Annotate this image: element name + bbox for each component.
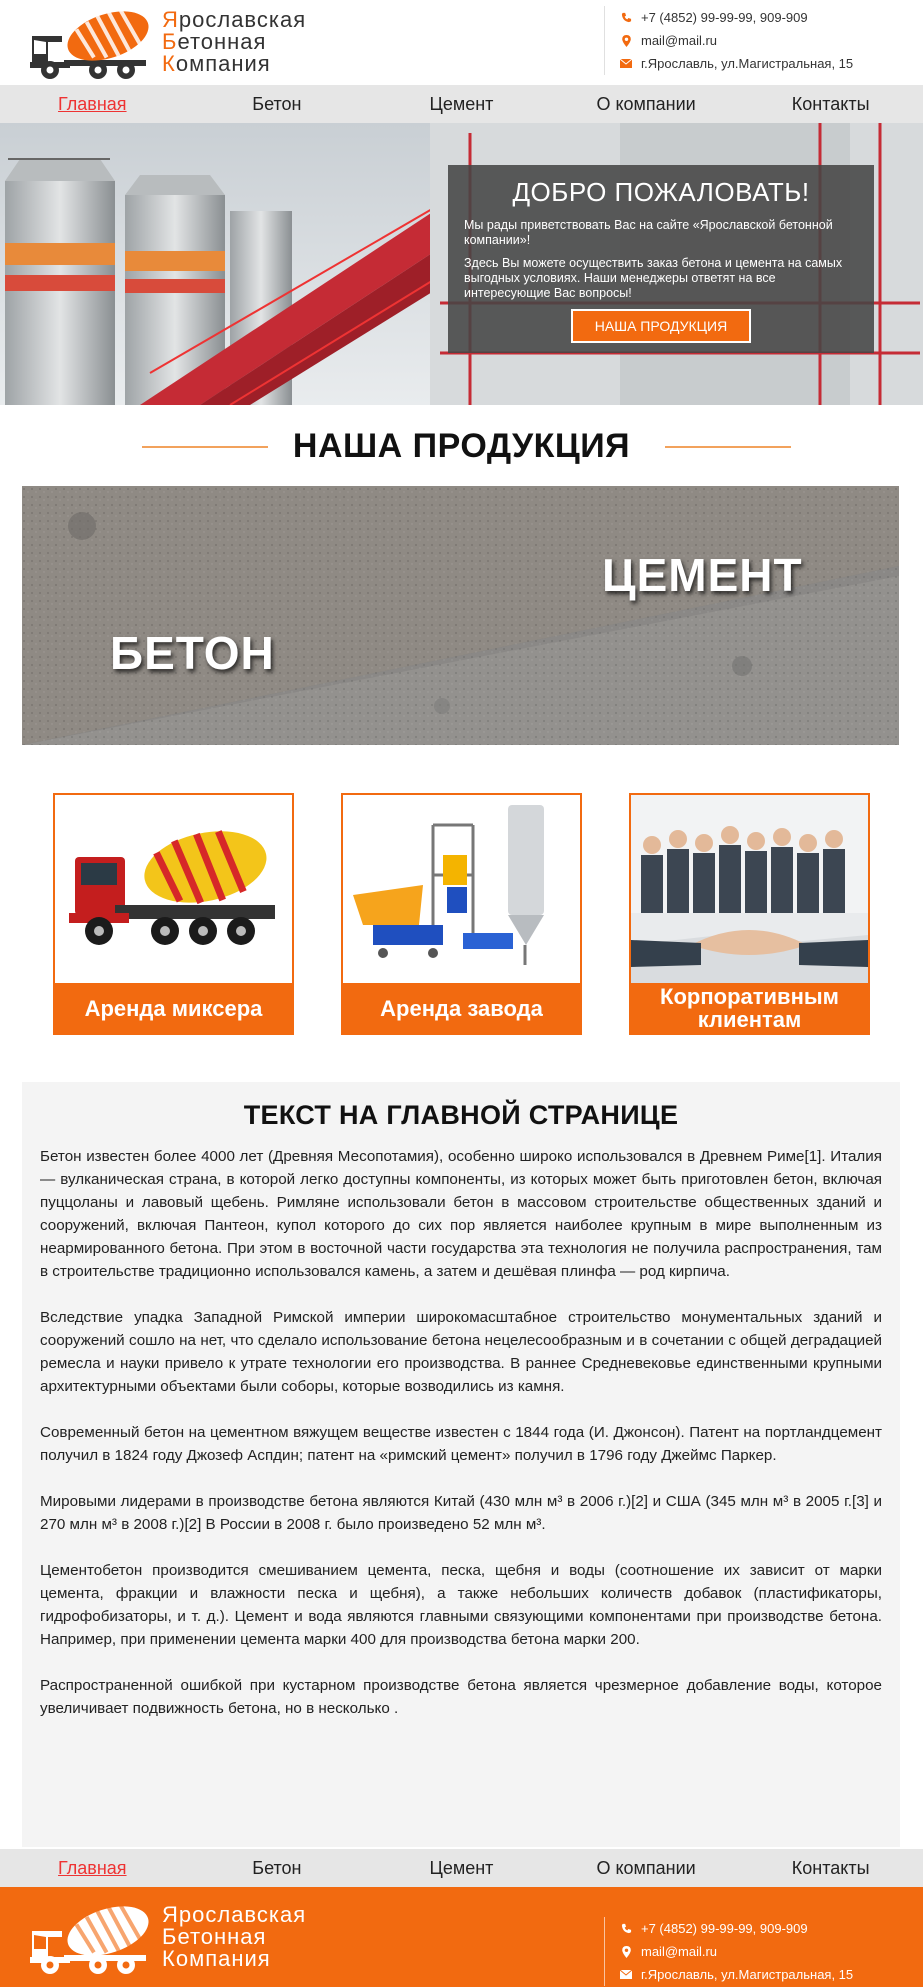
handshake-image [631,795,868,983]
welcome-box [448,165,874,353]
paragraph: Современный бетон на цементном вяжущем веществе известен с 1844 года (И. Джонсон). Патент на портландцемент получил в 1824 году Джозеф Аспдин; патент на «римский цемент» получил в 1796 году Джеймс Паркер. [40,1424,882,1464]
phone-icon [619,1922,633,1936]
pin-icon [619,34,633,48]
welcome-text-2: Здесь Вы можете осуществить заказ бетона и цемента на самых выгодных условиях. Наши менеджеры ответят на все интересующие Вас вопросы! [464,256,843,300]
welcome-title: ДОБРО ПОЖАЛОВАТЬ! [512,177,810,207]
hero-banner [0,123,923,405]
contact-address: г.Ярославль, ул.Магистральная, 15 [619,1963,904,1986]
mail-icon [619,57,633,71]
our-products-button[interactable]: НАША ПРОДУКЦИЯ [571,309,751,343]
footer-logo[interactable] [28,1899,307,1975]
header-contacts [604,6,904,75]
mixer-truck-icon [28,6,156,80]
main-nav [0,85,923,123]
title-divider-left [142,446,268,448]
footer-contacts [604,1917,904,1986]
main-text-title: ТЕКСТ НА ГЛАВНОЙ СТРАНИЦЕ [243,1100,679,1130]
nav-home[interactable]: Главная [58,94,127,114]
beton-link[interactable]: БЕТОН [110,627,275,679]
nav-beton[interactable]: Бетон [252,1858,302,1878]
pin-icon [619,1945,633,1959]
nav-cement[interactable]: Цемент [429,1858,494,1878]
phone-icon [619,11,633,25]
logo-text: Ярославская Бетонная Компания [162,1902,307,1971]
paragraph: Вследствие упадка Западной Римской империи широкомасштабное строительство монументальных зданий и сооружений сошло на нет, что сделало использование бетона нецелесообразным и в сочетании с общей деградацией ремесла и науки привело к утрате технологии его производства. В раннее Средневековье единственными крупными архитектурными объектами были соборы, которые возводились из камня. [40,1309,882,1395]
card-corporate[interactable] [629,793,870,1035]
welcome-text-1: Мы рады приветствовать Вас на сайте «Ярославской бетонной компании»! [464,218,833,247]
title-divider-right [665,446,791,448]
products-banner [22,486,899,745]
logo[interactable] [28,4,307,80]
nav-beton[interactable]: Бетон [252,94,302,114]
nav-home[interactable]: Главная [58,1858,127,1878]
mixer-truck-icon [28,1901,156,1975]
footer [0,1887,923,1987]
nav-about[interactable]: О компании [596,1858,696,1878]
nav-contacts[interactable]: Контакты [791,1858,870,1878]
contact-phone[interactable]: +7 (4852) 99-99-99, 909-909 [619,6,904,29]
card-mixer-rent[interactable] [53,793,294,1035]
footer-nav [0,1849,923,1887]
concrete-plant-image [343,795,580,983]
nav-contacts[interactable]: Контакты [791,94,870,114]
concrete-texture-image [22,486,899,745]
logo-text: Ярославская Бетонная Компания [162,7,307,76]
nav-about[interactable]: О компании [596,94,696,114]
contact-email[interactable]: mail@mail.ru [619,29,904,52]
paragraph: Распространенной ошибкой при кустарном производстве бетона является чрезмерное добавление воды, которое увеличивает подвижность бетона, но в несколько . [40,1677,882,1717]
main-text-block [22,1082,900,1847]
contact-address: г.Ярославль, ул.Магистральная, 15 [619,52,904,75]
contact-phone[interactable]: +7 (4852) 99-99-99, 909-909 [619,1917,904,1940]
card-label: Аренда миксера [55,983,292,1033]
contact-email[interactable]: mail@mail.ru [619,1940,904,1963]
products-section-title [0,418,923,474]
cement-link[interactable]: ЦЕМЕНТ [602,549,803,601]
products-heading: НАША ПРОДУКЦИЯ [292,427,631,465]
paragraph: Мировыми лидерами в производстве бетона являются Китай (430 млн м³ в 2006 г.)[2] и США (345 млн м³ в 2005 г.[3] и 270 млн м³ в 2008 г.)[2] В России в 2008 г. было произведено 52 млн м³. [40,1493,882,1533]
card-plant-rent[interactable] [341,793,582,1035]
mail-icon [619,1968,633,1982]
paragraph: Цементобетон производится смешиванием цемента, песка, щебня и воды (соотношение их зависит от марки цемента, фракции и влажности песка и щебня), а также небольших количеств добавок (пластификаторы, гидрофобизаторы, и т. д.). Цемент и вода являются главными связующими компонентами при производстве бетона. Например, при применении цемента марки 400 для производства бетона марки 200. [40,1562,882,1648]
nav-cement[interactable]: Цемент [429,94,494,114]
header [0,0,923,85]
paragraph: Бетон известен более 4000 лет (Древняя Месопотамия), особенно широко использовался в Древнем Риме[1]. Италия — вулканическая страна, в которой легко доступны компоненты, из которых может быть приготовлен бетон, включая пуццоланы и лавовый щебень. Римляне использовали бетон в массовом строительстве общественных зданий и сооружений, включая Пантеон, купол которого до сих пор является наиболее крупным в мире выполненным из неармированного бетона. При этом в восточной части государства эта технология не получила распространения, там в строительстве традиционно использовался камень, а затем и дешёвая плинфа — род кирпича. [40,1148,882,1280]
card-label: Аренда завода [343,983,580,1033]
mixer-truck-image [55,795,292,983]
card-label: Корпоративным клиентам [631,983,868,1033]
